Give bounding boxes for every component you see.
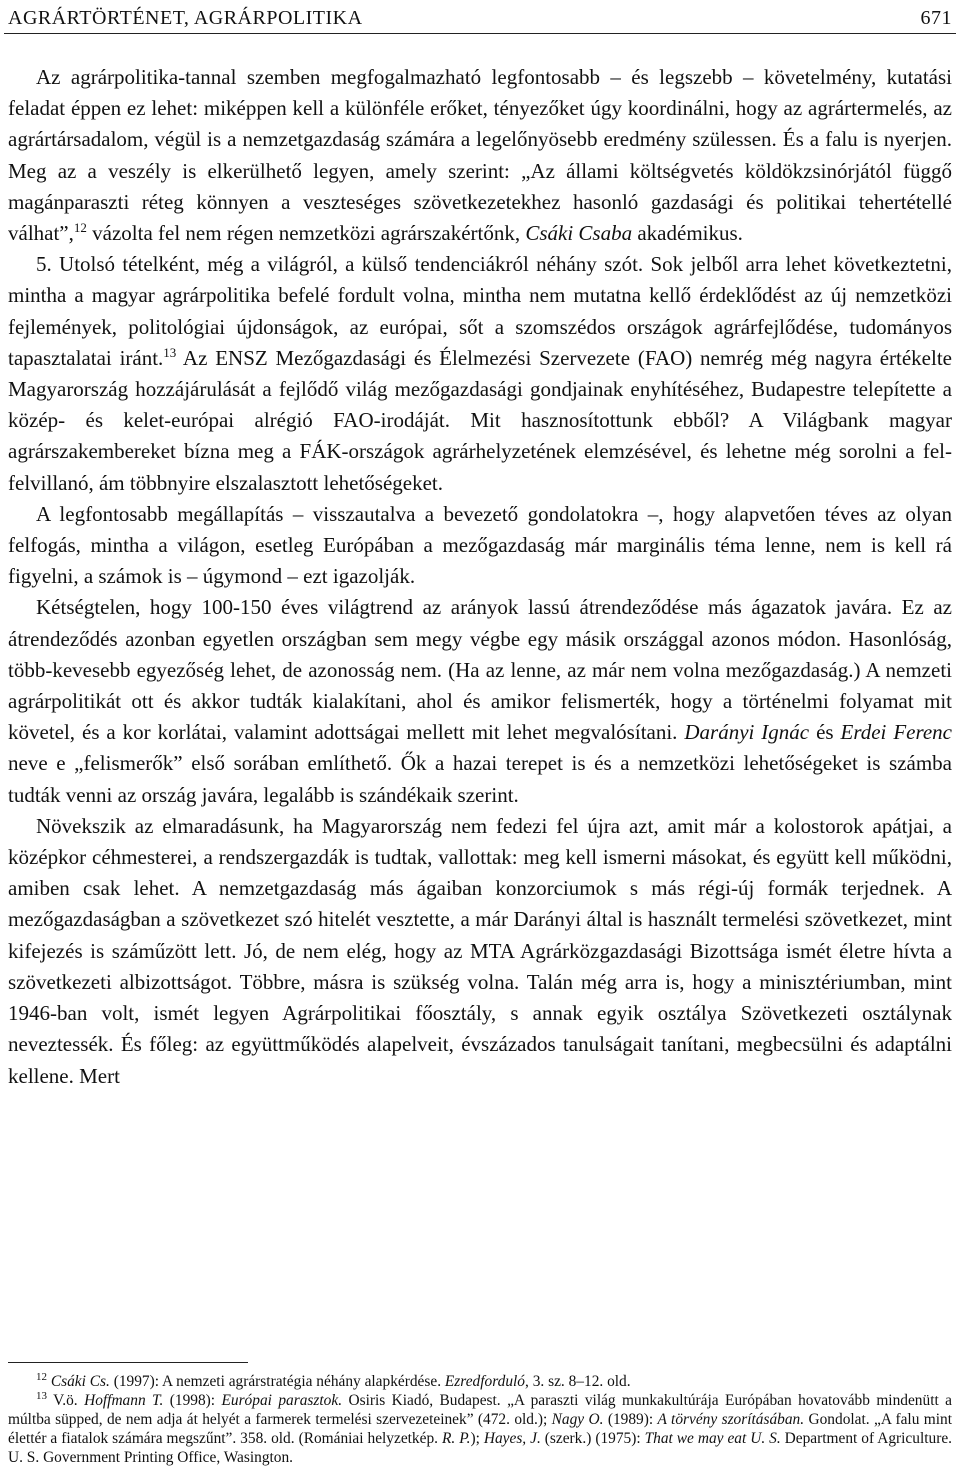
footnote-12-text-b: , 3. sz. 8–12. old.: [525, 1373, 631, 1390]
paragraph-2-text-b: Az ENSZ Mezőgazdasági és Élelmezési Szervezete (FAO) nemrég még nagyra értékelte Magyarország hozzájárulását a fejlődő világ mezőgazdasági gondjainak enyhítéséhez, Budapestre telepítette a közép- és kelet-európai alrégió FAO-irodáját. Mit hasznosítottunk ebből? A Világbank magyar agrárszakembereket bízna meg a FÁK-országok agrárhelyzetének elemzésével, és lehetne még sorolni a fel-felvillanó, ám többnyire elszalasztott lehetőségeket.: [8, 345, 952, 495]
footnote-ref-13: 13: [163, 344, 177, 360]
footnote-12: [8, 1372, 952, 1391]
header-rule: [4, 33, 956, 34]
paragraph-2-text-a: 5. Utolsó tételként, még a világról, a külső tendenciákról néhány szót. Sok jelből arra lehet következtetni, mintha a magyar agrárpolitika befelé fordult volna, mintha nem mutatna kellő érdeklődést az új nemzetközi fejlemények, politológiai újdonságok, az európai, sőt a szomszédos országok agrárfejlődése, tudományos tapasztalatai iránt.: [8, 252, 952, 370]
footnote-13: [8, 1391, 952, 1467]
footnote-13-text-d: (1989):: [603, 1411, 658, 1428]
footnote-13-text-h: Department of Agriculture. U. S. Government Printing Office, Wasington.: [8, 1430, 953, 1466]
footnote-number-13: 13: [36, 1389, 47, 1402]
paragraph-4-text-c: neve e „felismerők” első sorában említhető. Ők a hazai terepet is és a nemzetközi lehetőségeket is számba tudták venni az ország javára, legalább is szándékaik szerint.: [8, 751, 952, 807]
footnotes: [8, 1372, 952, 1467]
footnote-13-author-3: R. P.: [441, 1430, 471, 1447]
footnote-13-title-1: Európai parasztok.: [221, 1392, 343, 1409]
paragraph-2: [8, 249, 952, 499]
footnote-13-text-c: Osiris Kiadó, Budapest. „A paraszti világ munkakultúrája Európában hovatovább mindenütt a múltba süpped, de nem adja át helyét a farmerek termelési szervezeteinek” (472. old.);: [8, 1392, 952, 1428]
footnote-13-text-e: Gondolat. „A falu mint élettér a fiatalok számára megszűnt”. 358. old. (Romániai helyzetkép.: [8, 1411, 952, 1447]
footnote-13-author-1: Hoffmann T.: [84, 1392, 164, 1409]
paragraph-1-text-c: akadémikus.: [632, 221, 743, 246]
paragraph-5: Növekszik az elmaradásunk, ha Magyarország nem fedezi fel újra azt, amit már a kolostorok apátjai, a középkor céhmesterei, a rendszergazdák is tudtak, vallottak: meg kell ismerni másokat, és együtt kell működni, amiben csak lehet. A nemzetgazdaság más ágaiban konzorciumok s más régi-új formák terjednek. A mezőgazdaságban a szövetkezet szó hitelét vesztette, a már Darányi által is használt termelési szövetkezet, mint kifejezés is száműzött lett. Jó, de nem elég, hogy az MTA Agrárközgazdasági Bizottsága ismét életre hívta a szövetkezeti albizottságot. Többre, másra is szükség volna. Talán még arra is, hogy a minisztériumban, mint 1946-ban volt, ismét legyen Agrárpolitikai főosztály, s annak egyik osztálya Szövetkezeti osztálynak neveztessék. És főleg: az együttműködés alapelveit, évszázados tanulságait tanítani, megbecsülni és adaptálni kellene. Mert: [8, 813, 952, 1088]
footnote-12-author: Csáki Cs.: [50, 1373, 110, 1390]
footnote-13-text-g: (szerk.) (1975):: [540, 1430, 645, 1447]
running-title: AGRÁRTÖRTÉNET, AGRÁRPOLITIKA: [8, 7, 363, 29]
name-daranyi-ignac: Darányi Ignác: [684, 720, 810, 745]
footnote-13-text-a: V.ö.: [47, 1392, 85, 1409]
paragraph-1: [8, 62, 952, 249]
name-erdei-ferenc: Erdei Ferenc: [840, 720, 952, 745]
footnote-13-title-2: A törvény szorításában.: [657, 1411, 805, 1428]
paragraph-4-text-b: és: [809, 720, 841, 745]
footnote-13-text-f: );: [470, 1430, 484, 1447]
paragraph-4: [8, 592, 952, 810]
footnote-13-text-b: (1998):: [163, 1392, 222, 1409]
footnote-number-12: 12: [36, 1370, 47, 1383]
body-text: [8, 62, 952, 1092]
footnote-ref-12: 12: [73, 220, 87, 236]
paragraph-1-text-a: Az agrárpolitika-tannal szemben megfogalmazható legfontosabb – és legszebb – követelmény, kutatási feladat éppen ez lehet: miképpen kell a különféle erőket, tényezőket úgy koordinálni, hogy az agrártermelés, az agrártársadalom, végül is a nemzetgazdaság számára a legelőnyösebb eredmény szülessen. És a falu is nyerjen. Meg az a veszély is elkerülhető legyen, amely szerint: „Az állami költségvetés köldökzsinórjától függő magánparaszti réteg könnyen a veszteséges szövetkezetekhez hasonló gazdasági és politikai tehertétellé válhat”,: [8, 65, 952, 246]
paragraph-4-text-a: Kétségtelen, hogy 100-150 éves világtrend az arányok lassú átrendeződése más ágazatok javára. Ez az átrendeződés azonban egyetlen országban sem megy végbe egy másik országgal azonos módon. Hasonlóság, több-kevesebb egyezőség lehet, de azonosság nem. (Ha az lenne, az már nem volna mezőgazdaság.) A nemzeti agrárpolitikát ott és akkor tudták kialakítani, ahol és amikor felismerték, hogy a történelmi folyamat mit követel, és a kor korlátai, valamint adottságai mellett mit lehet megvalósítani.: [8, 595, 952, 745]
page-number: 671: [920, 7, 952, 29]
running-header: [8, 0, 952, 30]
footnote-12-source: Ezredforduló: [444, 1373, 525, 1390]
name-csaki-csaba: Csáki Csaba: [525, 221, 633, 246]
footnote-12-text-a: (1997): A nemzeti agrárstratégia néhány alapkérdése.: [109, 1373, 445, 1390]
footnote-13-title-3: That we may eat U. S.: [644, 1430, 781, 1447]
footnote-13-author-4: Hayes, J.: [483, 1430, 541, 1447]
paragraph-1-text-b: vázolta fel nem régen nemzetközi agrárszakértőnk,: [86, 221, 526, 246]
footnote-rule: [8, 1362, 248, 1363]
paragraph-3: A legfontosabb megállapítás – visszautalva a bevezető gondolatokra –, hogy alapvetően téves az olyan felfogás, mintha a világon, esetleg Európában a mezőgazdaság már marginális téma lenne, nem is kell rá figyelni, a számok is – úgymond – ezt igazolják.: [8, 501, 952, 589]
footnote-13-author-2: Nagy O.: [551, 1411, 604, 1428]
